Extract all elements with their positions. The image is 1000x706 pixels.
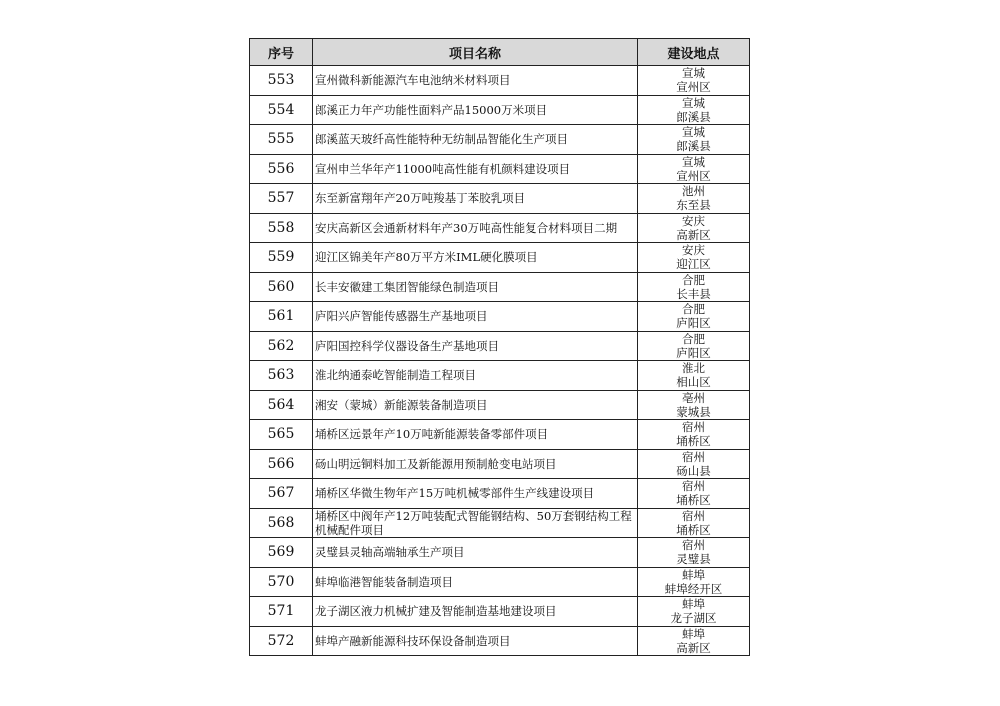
row-name: 龙子湖区液力机械扩建及智能制造基地建设项目: [313, 597, 638, 627]
row-city: 安庆: [682, 243, 705, 258]
row-city: 宿州: [682, 479, 705, 494]
row-name: 宣州申兰华年产11000吨高性能有机颜料建设项目: [313, 154, 638, 184]
row-location: [638, 213, 750, 243]
row-no: 572: [250, 626, 313, 656]
row-name: 埇桥区华微生物年产15万吨机械零部件生产线建设项目: [313, 479, 638, 509]
row-city: 宣城: [682, 95, 705, 110]
row-district: 高新区: [676, 640, 711, 655]
row-district: 长丰县: [676, 286, 711, 301]
row-city: 合肥: [682, 302, 705, 317]
row-district: 埇桥区: [676, 522, 711, 537]
row-city: 宣城: [682, 154, 705, 169]
table-row: [250, 508, 750, 538]
row-name: 东至新富翔年产20万吨羧基丁苯胶乳项目: [313, 184, 638, 214]
row-location: [638, 420, 750, 450]
row-district: 庐阳区: [676, 316, 711, 331]
table-row: [250, 390, 750, 420]
row-no: 555: [250, 125, 313, 155]
row-district: 灵璧县: [676, 552, 711, 567]
table-row: [250, 184, 750, 214]
row-no: 568: [250, 508, 313, 538]
table-row: [250, 420, 750, 450]
table-row: [250, 125, 750, 155]
row-name: 迎江区锦美年产80万平方米IML硬化膜项目: [313, 243, 638, 273]
row-no: 556: [250, 154, 313, 184]
row-district: 庐阳区: [676, 345, 711, 360]
row-district: 东至县: [676, 198, 711, 213]
row-name: 长丰安徽建工集团智能绿色制造项目: [313, 272, 638, 302]
row-name: 淮北纳通泰屹智能制造工程项目: [313, 361, 638, 391]
table-row: [250, 331, 750, 361]
row-location: [638, 390, 750, 420]
row-district: 宣州区: [676, 80, 711, 95]
table-row: [250, 154, 750, 184]
row-location: [638, 184, 750, 214]
row-district: 郎溪县: [676, 109, 711, 124]
row-name: 砀山明远铜料加工及新能源用预制舱变电站项目: [313, 449, 638, 479]
table-row: [250, 95, 750, 125]
row-no: 567: [250, 479, 313, 509]
row-district: 郎溪县: [676, 139, 711, 154]
table-row: [250, 567, 750, 597]
row-city: 宿州: [682, 538, 705, 553]
row-city: 宿州: [682, 420, 705, 435]
row-name: 蚌埠产融新能源科技环保设备制造项目: [313, 626, 638, 656]
row-no: 554: [250, 95, 313, 125]
row-location: [638, 361, 750, 391]
row-name: 庐阳兴庐智能传感器生产基地项目: [313, 302, 638, 332]
row-name: 安庆高新区会通新材料年产30万吨高性能复合材料项目二期: [313, 213, 638, 243]
table-row: [250, 597, 750, 627]
row-no: 557: [250, 184, 313, 214]
table-row: [250, 479, 750, 509]
row-city: 亳州: [682, 390, 705, 405]
row-no: 570: [250, 567, 313, 597]
row-name: 宣州微科新能源汽车电池纳米材料项目: [313, 66, 638, 96]
table-row: [250, 538, 750, 568]
row-city: 池州: [682, 184, 705, 199]
table-header-row: [250, 39, 750, 66]
table-row: [250, 272, 750, 302]
header-location: 建设地点: [638, 39, 750, 66]
row-no: 571: [250, 597, 313, 627]
row-no: 564: [250, 390, 313, 420]
row-district: 埇桥区: [676, 434, 711, 449]
row-location: [638, 154, 750, 184]
row-location: [638, 538, 750, 568]
row-district: 砀山县: [676, 463, 711, 478]
row-city: 蚌埠: [682, 567, 705, 582]
row-location: [638, 125, 750, 155]
row-location: [638, 597, 750, 627]
row-location: [638, 95, 750, 125]
table-row: [250, 302, 750, 332]
row-district: 迎江区: [676, 257, 711, 272]
row-city: 宣城: [682, 66, 705, 81]
row-no: 560: [250, 272, 313, 302]
table-row: [250, 66, 750, 96]
row-name: 郎溪蓝天玻纤高性能特种无纺制品智能化生产项目: [313, 125, 638, 155]
row-district: 高新区: [676, 227, 711, 242]
row-city: 蚌埠: [682, 597, 705, 612]
row-location: [638, 626, 750, 656]
table-row: [250, 243, 750, 273]
table-row: [250, 449, 750, 479]
row-name: 庐阳国控科学仪器设备生产基地项目: [313, 331, 638, 361]
row-location: [638, 479, 750, 509]
row-location: [638, 302, 750, 332]
row-no: 565: [250, 420, 313, 450]
row-location: [638, 243, 750, 273]
row-name: 湘安（蒙城）新能源装备制造项目: [313, 390, 638, 420]
row-city: 宣城: [682, 125, 705, 140]
row-no: 566: [250, 449, 313, 479]
table-row: [250, 213, 750, 243]
row-district: 蒙城县: [676, 404, 711, 419]
table-row: [250, 626, 750, 656]
table-row: [250, 361, 750, 391]
row-district: 相山区: [676, 375, 711, 390]
row-name: 埇桥区中阀年产12万吨装配式智能钢结构、50万套钢结构工程机械配件项目: [313, 508, 638, 538]
row-no: 569: [250, 538, 313, 568]
row-location: [638, 272, 750, 302]
row-location: [638, 567, 750, 597]
row-city: 合肥: [682, 331, 705, 346]
row-no: 559: [250, 243, 313, 273]
row-no: 562: [250, 331, 313, 361]
row-name: 蚌埠临港智能装备制造项目: [313, 567, 638, 597]
row-no: 561: [250, 302, 313, 332]
row-city: 宿州: [682, 449, 705, 464]
row-no: 563: [250, 361, 313, 391]
project-table: [249, 38, 750, 656]
row-name: 埇桥区远景年产10万吨新能源装备零部件项目: [313, 420, 638, 450]
row-city: 合肥: [682, 272, 705, 287]
row-location: [638, 449, 750, 479]
row-district: 宣州区: [676, 168, 711, 183]
table-body: [250, 66, 750, 656]
row-no: 558: [250, 213, 313, 243]
row-city: 安庆: [682, 213, 705, 228]
row-no: 553: [250, 66, 313, 96]
row-city: 宿州: [682, 508, 705, 523]
row-district: 龙子湖区: [670, 611, 717, 626]
row-city: 淮北: [682, 361, 705, 376]
row-location: [638, 66, 750, 96]
row-location: [638, 508, 750, 538]
row-district: 埇桥区: [676, 493, 711, 508]
row-name: 郎溪正力年产功能性面料产品15000万米项目: [313, 95, 638, 125]
header-no: 序号: [250, 39, 313, 66]
row-location: [638, 331, 750, 361]
header-name: 项目名称: [313, 39, 638, 66]
row-name: 灵璧县灵轴高端轴承生产项目: [313, 538, 638, 568]
row-city: 蚌埠: [682, 626, 705, 641]
row-district: 蚌埠经开区: [664, 581, 723, 596]
